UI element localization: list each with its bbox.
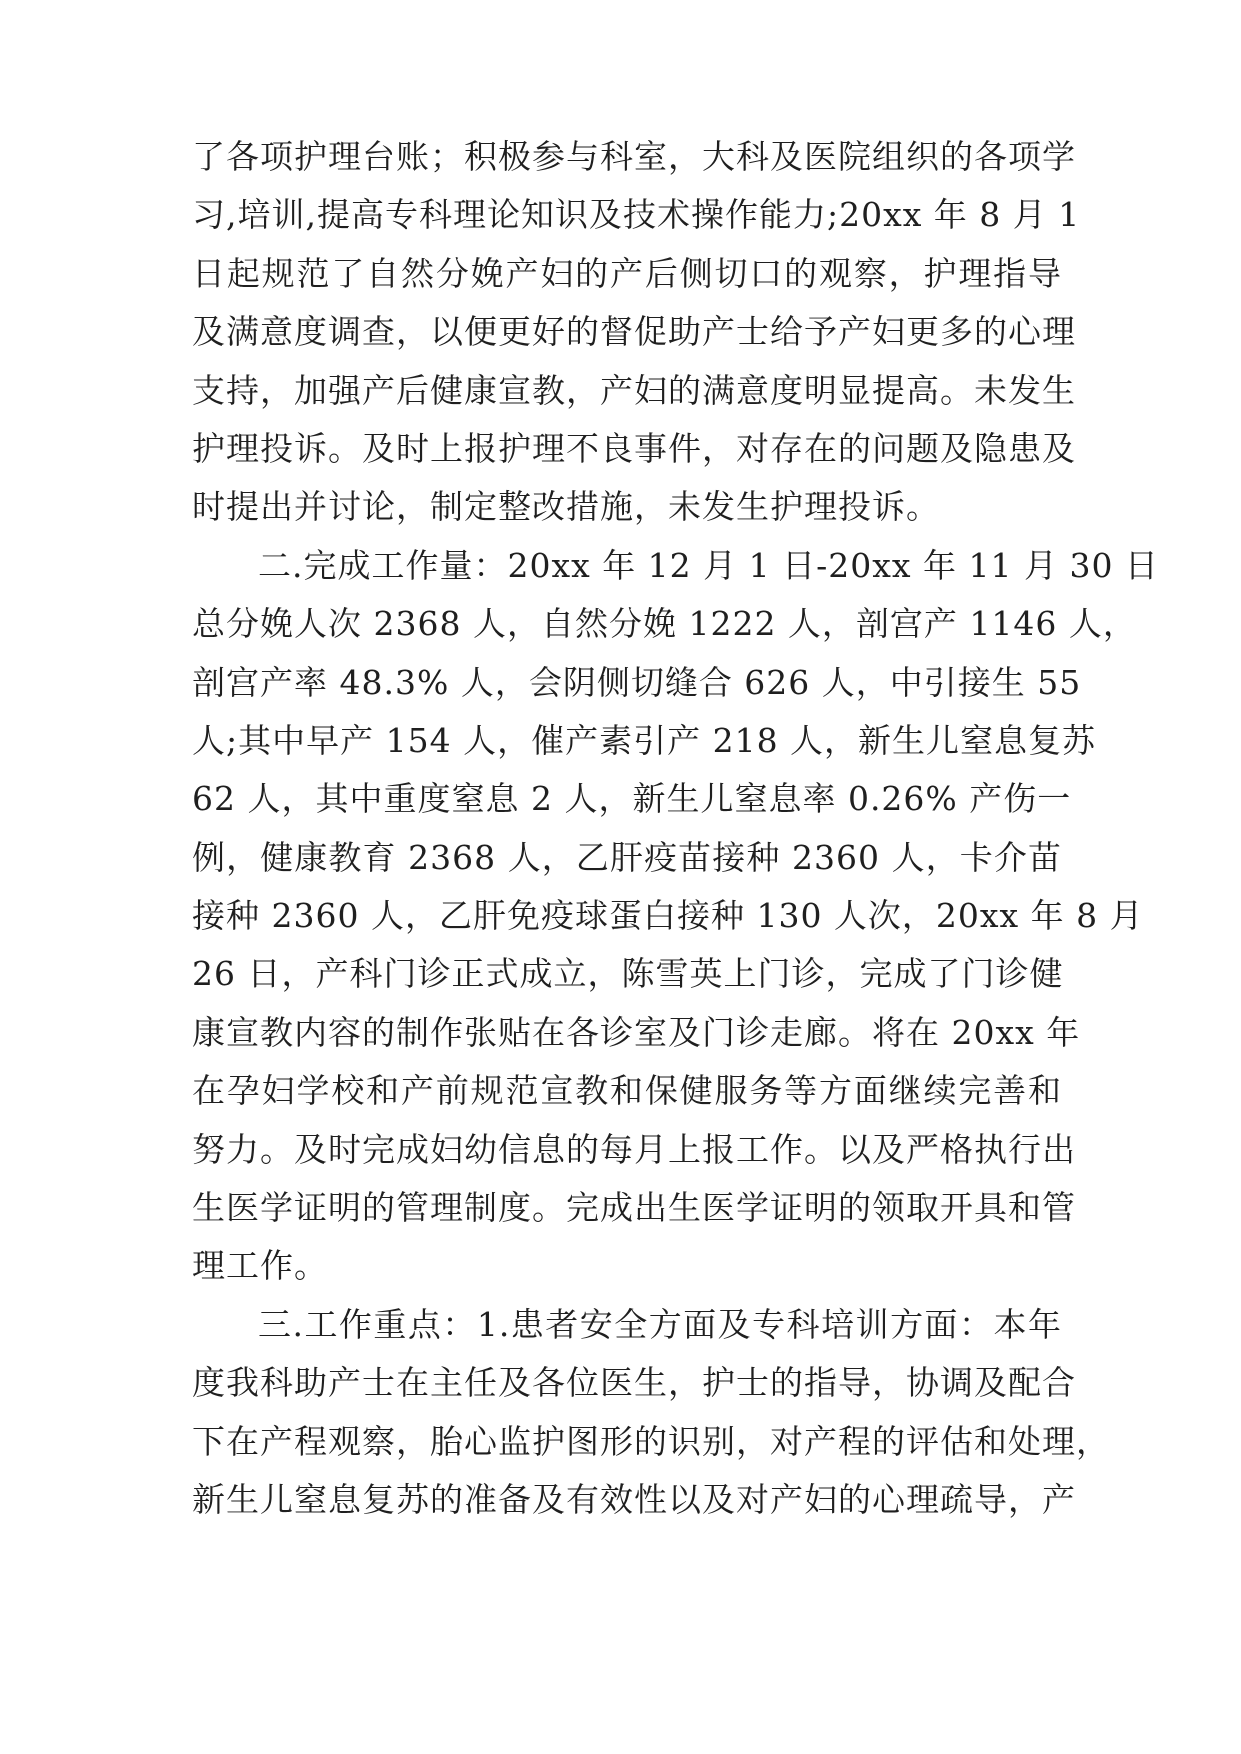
text-line: 剖宫产率 48.3% 人，会阴侧切缝合 626 人，中引接生 55 (192, 662, 1082, 702)
text-line: 在孕妇学校和产前规范宣教和保健服务等方面继续完善和 (192, 1071, 1062, 1111)
text-line: 及满意度调查，以便更好的督促助产士给予产妇更多的心理 (192, 312, 1076, 352)
text-line: 接种 2360 人，乙肝免疫球蛋白接种 130 人次，20xx 年 8 月 (192, 896, 1144, 936)
text-line: 努力。及时完成妇幼信息的每月上报工作。以及严格执行出 (192, 1129, 1076, 1169)
text-line: 支持，加强产后健康宣教，产妇的满意度明显提高。未发生 (192, 370, 1076, 410)
text-line: 生医学证明的管理制度。完成出生医学证明的领取开具和管 (192, 1188, 1076, 1228)
text-line: 康宣教内容的制作张贴在各诊室及门诊走廊。将在 20xx 年 (192, 1012, 1081, 1052)
text-line: 护理投诉。及时上报护理不良事件，对存在的问题及隐患及 (192, 428, 1076, 468)
text-line: 人;其中早产 154 人，催产素引产 218 人，新生儿窒息复苏 (192, 720, 1097, 760)
text-line: 例，健康教育 2368 人，乙肝疫苗接种 2360 人，卡介苗 (192, 837, 1062, 877)
text-line: 习,培训,提高专科理论知识及技术操作能力;20xx 年 8 月 1 (192, 195, 1081, 235)
text-line: 26 日，产科门诊正式成立，陈雪英上门诊，完成了门诊健 (192, 954, 1064, 994)
paragraph-continued (192, 128, 1081, 537)
paragraph-workload (192, 537, 1159, 1296)
text-line: 理工作。 (192, 1246, 328, 1286)
text-line: 62 人，其中重度窒息 2 人，新生儿窒息率 0.26% 产伤一 (192, 779, 1072, 819)
text-line: 了各项护理台账；积极参与科室，大科及医院组织的各项学 (192, 137, 1076, 176)
section-heading-line: 二.完成工作量：20xx 年 12 月 1 日-20xx 年 11 月 30 日 (258, 545, 1159, 585)
text-line: 日起规范了自然分娩产妇的产后侧切口的观察，护理指导 (192, 253, 1062, 293)
text-line: 下在产程观察，胎心监护图形的识别，对产程的评估和处理， (192, 1421, 1110, 1461)
paragraph-focus (192, 1296, 1110, 1530)
text-line: 总分娩人次 2368 人，自然分娩 1222 人，剖宫产 1146 人， (192, 604, 1137, 644)
section-heading-line: 三.工作重点：1.患者安全方面及专科培训方面：本年 (258, 1304, 1062, 1344)
text-line: 度我科助产士在主任及各位医生，护士的指导，协调及配合 (192, 1363, 1076, 1403)
text-line: 新生儿窒息复苏的准备及有效性以及对产妇的心理疏导，产 (192, 1479, 1076, 1519)
text-line: 时提出并讨论，制定整改措施，未发生护理投诉。 (192, 487, 940, 527)
document-body (192, 128, 1159, 1529)
